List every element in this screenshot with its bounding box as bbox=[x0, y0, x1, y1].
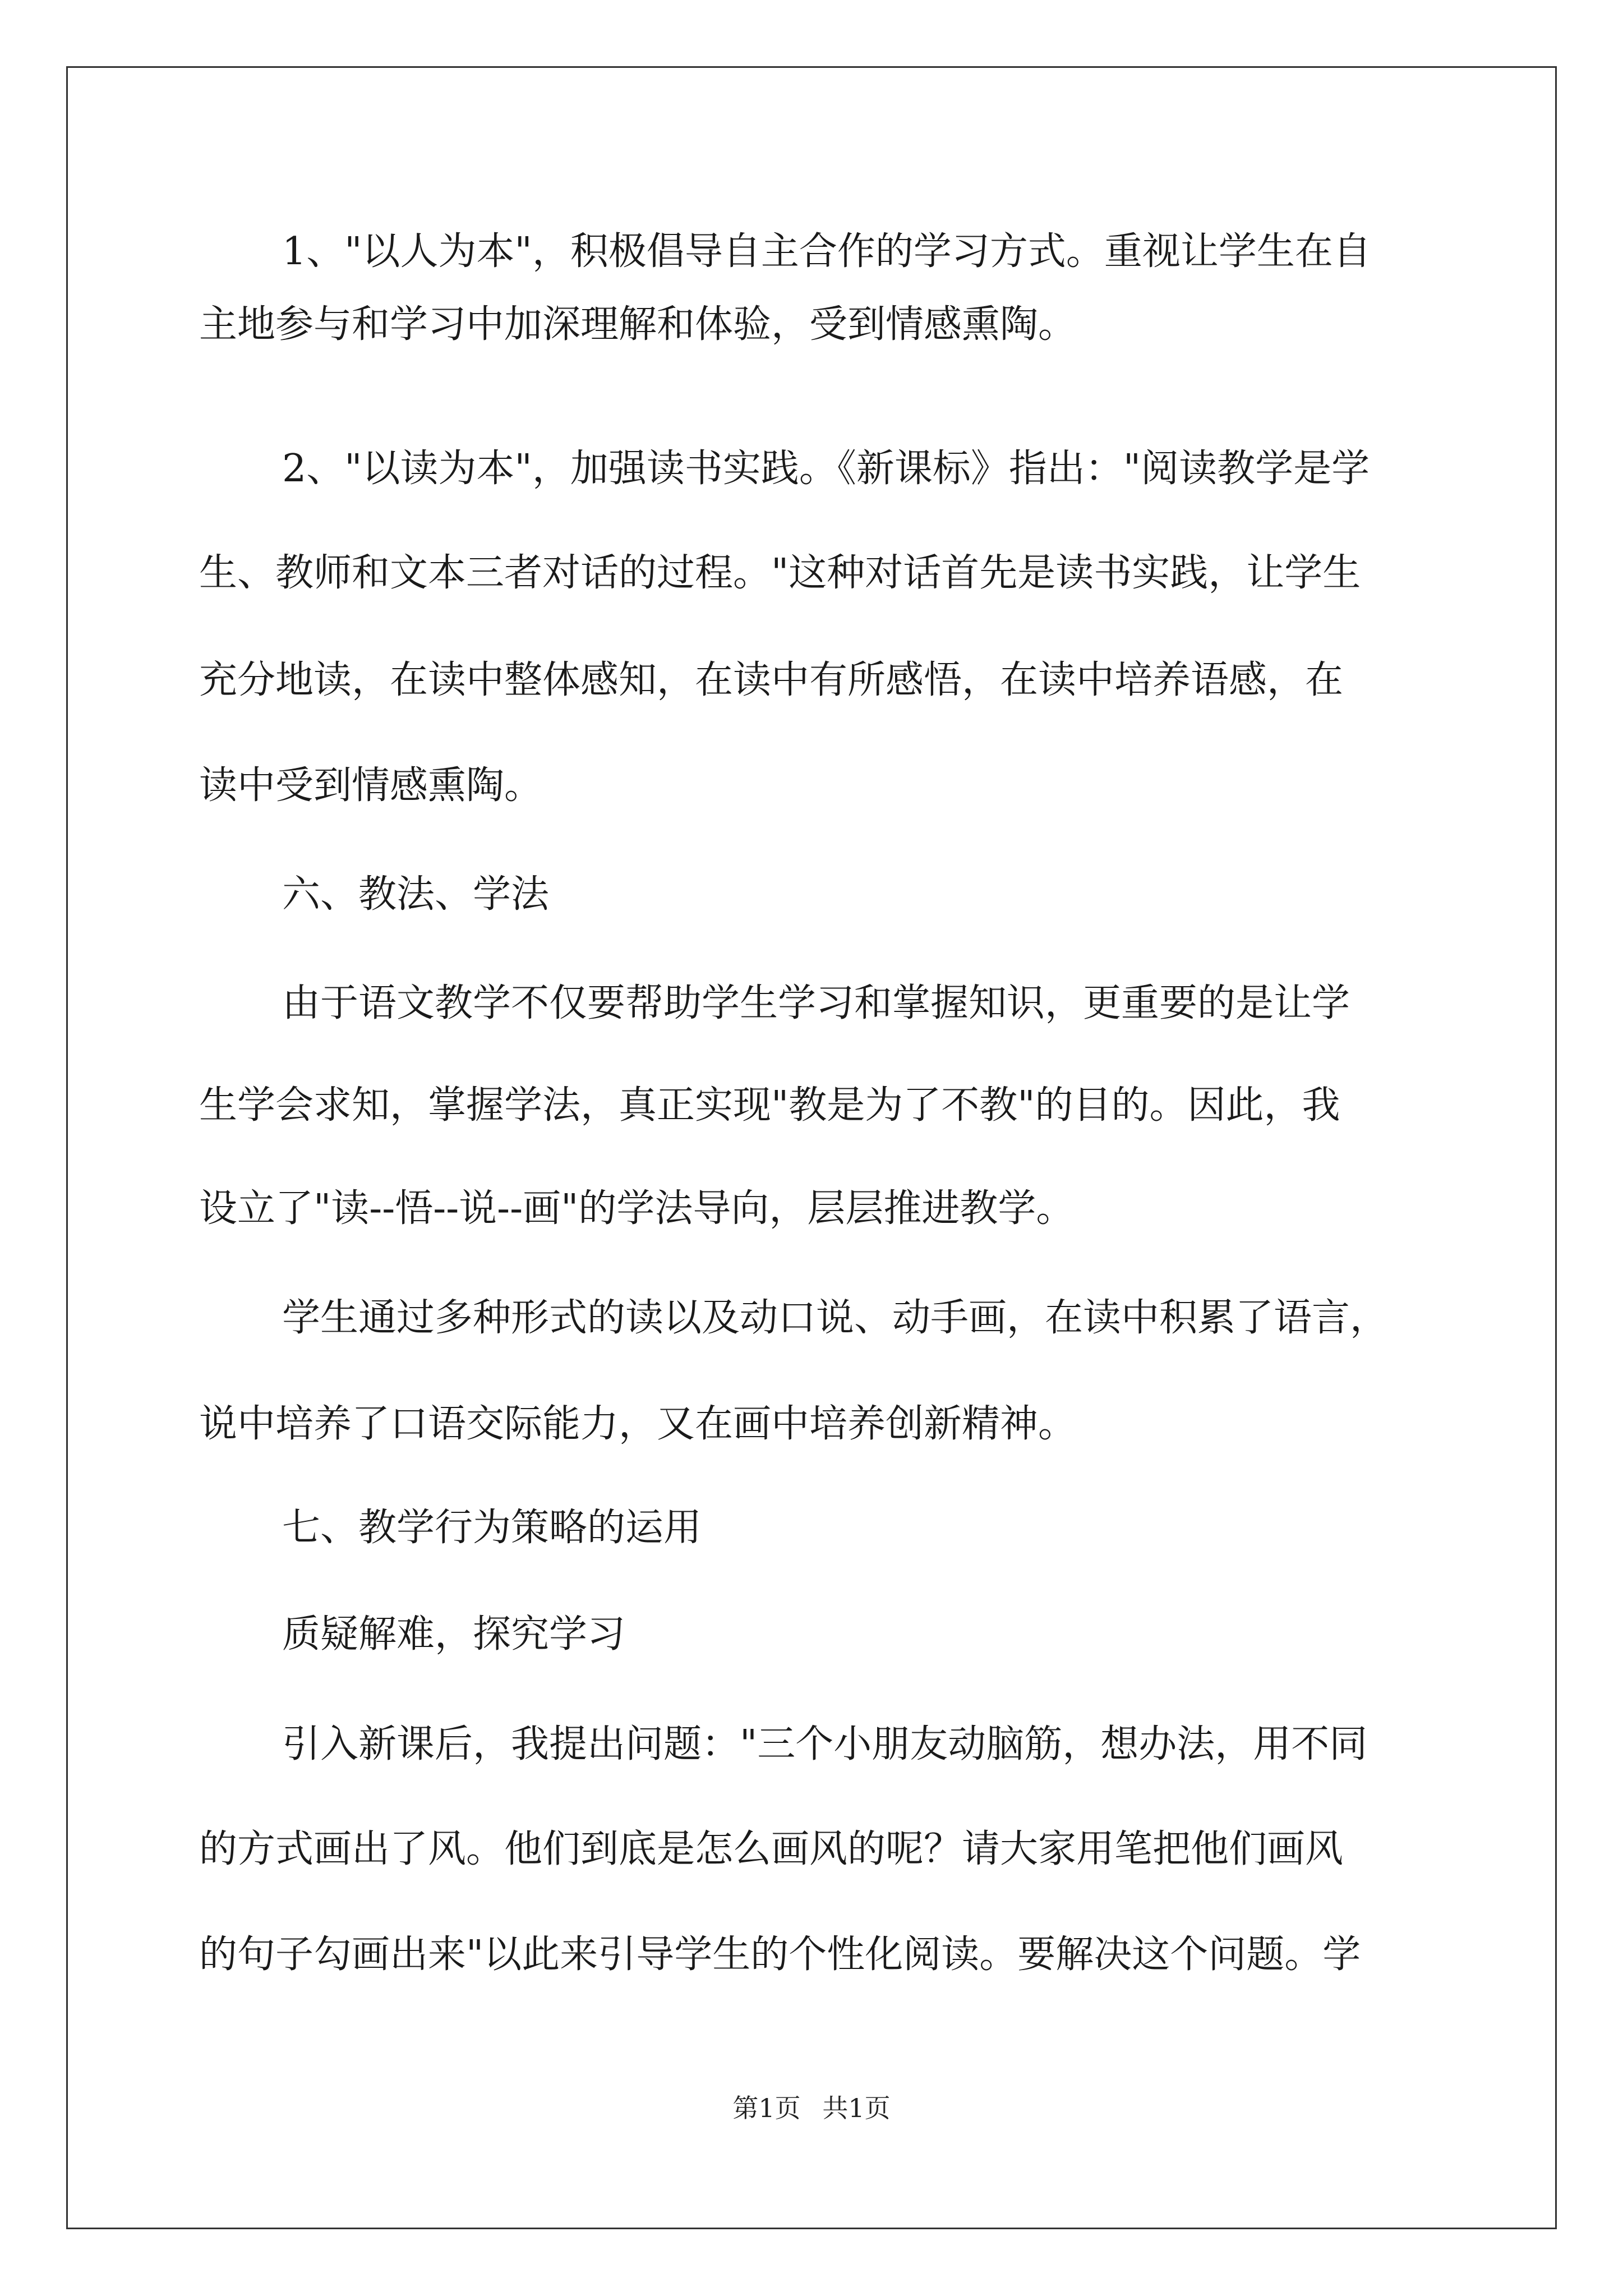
section-heading: 六、教法、学法 bbox=[282, 872, 550, 917]
paragraph-line: 生、教师和文本三者对话的过程。"这种对话首先是读书实践，让学生 bbox=[199, 551, 1361, 595]
section-heading: 七、教学行为策略的运用 bbox=[282, 1506, 702, 1550]
paragraph-line: 设立了"读--悟--说--画"的学法导向，层层推进教学。 bbox=[199, 1186, 1075, 1231]
paragraph-line: 2、"以读为本"，加强读书实践。《新课标》指出："阅读教学是学 bbox=[282, 447, 1370, 491]
paragraph-line: 由于语文教学不仅要帮助学生学习和掌握知识，更重要的是让学 bbox=[282, 981, 1350, 1025]
paragraph-line: 主地参与和学习中加深理解和体验，受到情感熏陶。 bbox=[199, 302, 1077, 347]
page-border bbox=[66, 66, 1557, 2229]
paragraph-line: 的句子勾画出来"以此来引导学生的个性化阅读。要解决这个问题。学 bbox=[199, 1932, 1361, 1977]
paragraph-line: 读中受到情感熏陶。 bbox=[199, 763, 543, 808]
paragraph-line: 说中培养了口语交际能力，又在画中培养创新精神。 bbox=[199, 1402, 1077, 1446]
page-footer bbox=[0, 2095, 1623, 2121]
paragraph-line: 的方式画出了风。他们到底是怎么画风的呢？请大家用笔把他们画风 bbox=[199, 1827, 1344, 1871]
paragraph-line: 引入新课后，我提出问题："三个小朋友动脑筋，想办法，用不同 bbox=[282, 1722, 1368, 1766]
paragraph-line: 充分地读，在读中整体感知，在读中有所感悟，在读中培养语感，在 bbox=[199, 658, 1344, 702]
paragraph-line: 生学会求知，掌握学法，真正实现"教是为了不教"的目的。因此，我 bbox=[199, 1083, 1340, 1128]
page-number: 第1页 bbox=[732, 2093, 801, 2123]
paragraph-line: 学生通过多种形式的读以及动口说、动手画，在读中积累了语言， bbox=[282, 1296, 1389, 1340]
paragraph-line: 1、"以人为本"，积极倡导自主合作的学习方式。重视让学生在自 bbox=[282, 229, 1371, 274]
page-total: 共1页 bbox=[822, 2093, 891, 2123]
subsection-heading: 质疑解难，探究学习 bbox=[282, 1612, 626, 1657]
